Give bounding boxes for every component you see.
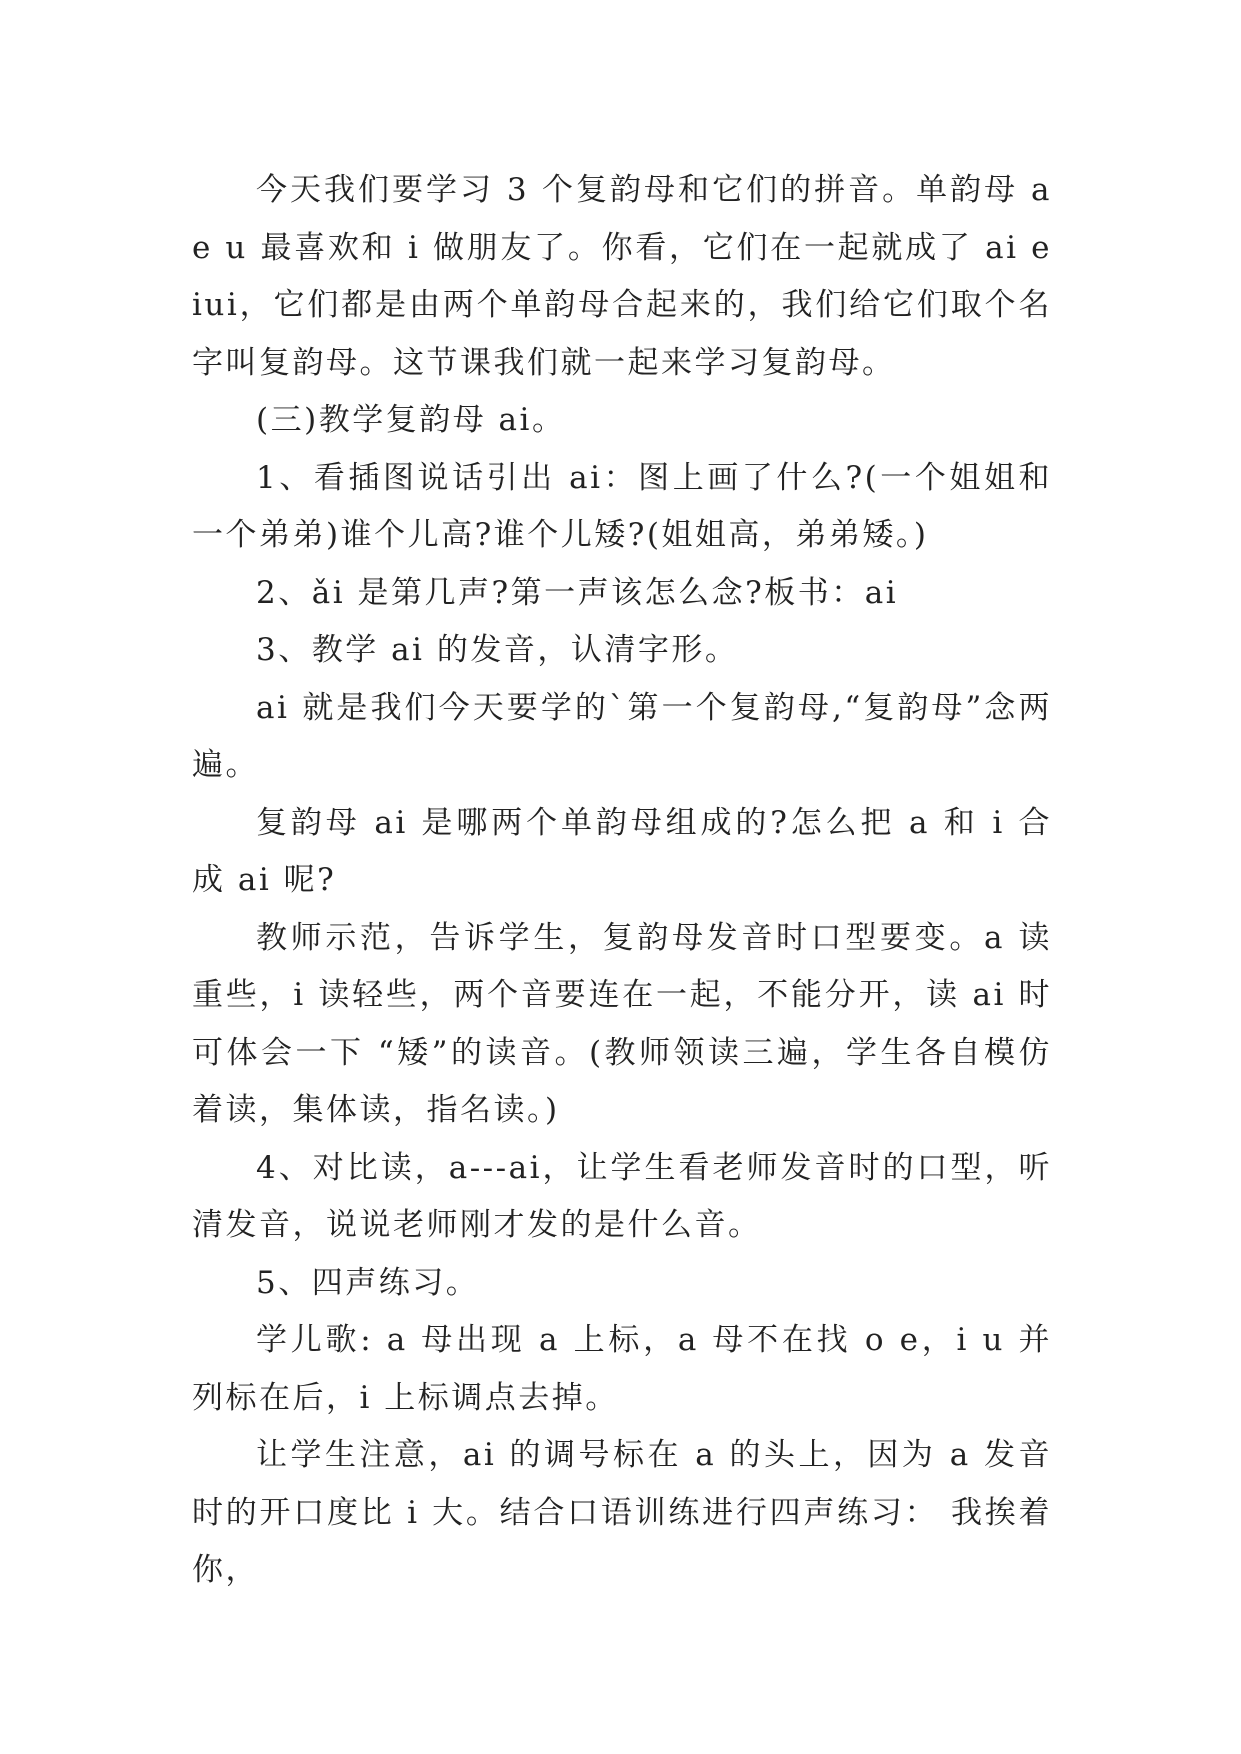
document-body [192, 162, 1052, 1600]
paragraph-step-2: 2、ǎi 是第几声?第一声该怎么念?板书：ai [256, 574, 899, 611]
paragraph-nursery-rhyme: 学儿歌: a 母出现 a 上标，a 母不在找 o e，i u 并列标在后，i 上标调点去掉。 [192, 1322, 1052, 1416]
paragraph-step-5: 5、四声练习。 [256, 1264, 480, 1301]
paragraph-first-compound-vowel: ai 就是我们今天要学的`第一个复韵母,“复韵母”念两遍。 [192, 689, 1052, 783]
paragraph-step-4: 4、对比读，a---ai，让学生看老师发音时的口型，听清发音，说说老师刚才发的是什么音。 [192, 1149, 1052, 1243]
paragraph-teacher-demo: 教师示范，告诉学生，复韵母发音时口型要变。a 读重些，i 读轻些，两个音要连在一起，不能分开，读 ai 时可体会一下 “矮”的读音。(教师领读三遍，学生各自模仿着读，集体读，指名读。) [192, 919, 1052, 1128]
paragraph-intro: 今天我们要学习 3 个复韵母和它们的拼音。单韵母 a e u 最喜欢和 i 做朋友了。你看，它们在一起就成了 ai eiui，它们都是由两个单韵母合起来的，我们给它们取个名字叫复韵母。这节课我们就一起来学习复韵母。 [192, 172, 1052, 381]
paragraph-step-3: 3、教学 ai 的发音，认清字形。 [256, 632, 739, 668]
paragraph-tone-mark-note: 让学生注意，ai 的调号标在 a 的头上，因为 a 发音时的开口度比 i 大。结合口语训练进行四声练习： 我挨着你， [192, 1437, 1052, 1588]
paragraph-section-heading: (三)教学复韵母 ai。 [256, 402, 566, 438]
paragraph-step-1: 1、看插图说话引出 ai：图上画了什么?(一个姐姐和一个弟弟)谁个儿高?谁个儿矮?(姐姐高，弟弟矮。) [192, 459, 1052, 553]
paragraph-compound-question: 复韵母 ai 是哪两个单韵母组成的?怎么把 a 和 i 合成 ai 呢? [192, 804, 1052, 898]
